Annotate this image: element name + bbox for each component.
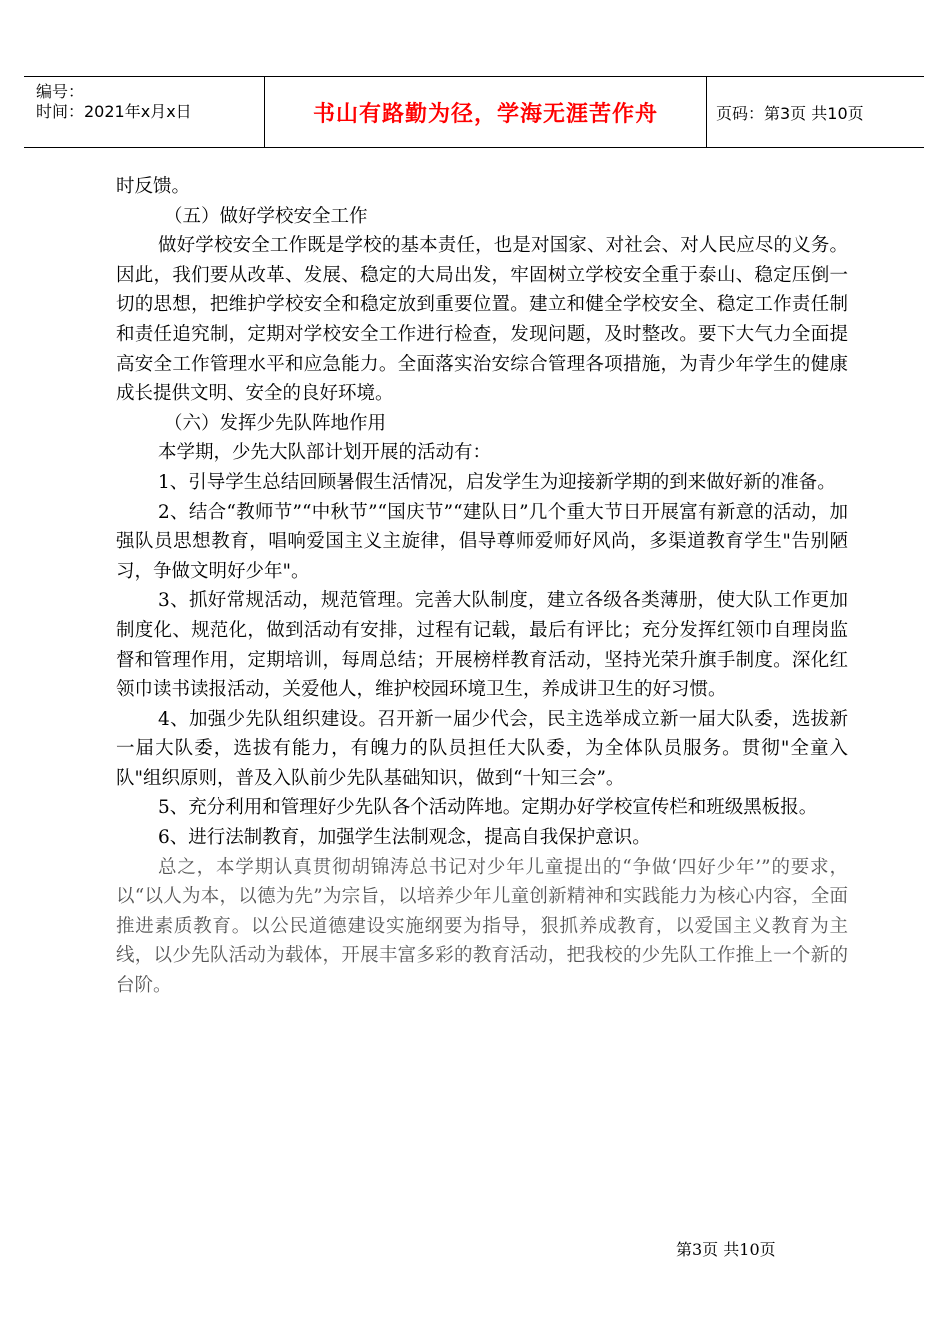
list-item-6: 6、进行法制教育，加强学生法制观念，提高自我保护意识。 xyxy=(158,827,651,849)
list-item-3: 3、抓好常规活动，规范管理。完善大队制度，建立各级各类薄册，使大队工作更加制度化、规范化，做到活动有安排，过程有记载，最后有评比；充分发挥红领巾自理岗监督和管理作用，定期培训，每周总结；开展榜样教育活动，坚持光荣升旗手制度。深化红领巾读书读报活动，关爱他人，维护校园环境卫生，养成讲卫生的好习惯。 xyxy=(116,590,848,701)
paragraph-continuation: 时反馈。 xyxy=(116,176,191,197)
document-number-label: 编号： xyxy=(36,82,85,101)
document-body xyxy=(116,172,848,1001)
list-item-4: 4、加强少先队组织建设。召开新一届少代会，民主选举成立新一届大队委，选拔新一届大队委，选拔有能力，有魄力的队员担任大队委，为全体队员服务。贯彻"全童入队"组织原则，普及入队前少先队基础知识，做到“十知三会”。 xyxy=(116,708,848,789)
paragraph-summary: 总之，本学期认真贯彻胡锦涛总书记对少年儿童提出的“争做‘四好少年’”的要求，以“以人为本，以德为先”为宗旨，以培养少年儿童创新精神和实践能力为核心内容，全面推进素质教育。以公民道德建设实施纲要为指导，狠抓养成教育，以爱国主义教育为主线，以少先队活动为载体，开展丰富多彩的教育活动，把我校的少先队工作推上一个新的台阶。 xyxy=(116,856,848,997)
header-motto-cell xyxy=(264,77,707,147)
motto: 书山有路勤为径，学海无涯苦作舟 xyxy=(312,101,658,127)
page-header xyxy=(24,76,924,148)
page-footer: 第3页 共10页 xyxy=(676,1240,776,1259)
page-info: 页码：第3页 共10页 xyxy=(716,103,864,123)
list-item-2: 2、结合“教师节”“中秋节”“国庆节”“建队日”几个重大节日开展富有新意的活动，加强队员思想教育，唱响爱国主义主旋律，倡导尊师爱师好风尚，多渠道教育学生"告别陋习，争做文明好少年"。 xyxy=(116,501,848,582)
header-meta xyxy=(24,77,264,147)
list-item-5: 5、充分利用和管理好少先队各个活动阵地。定期办好学校宣传栏和班级黑板报。 xyxy=(158,797,818,819)
section-heading-pioneers: （六）发挥少先队阵地作用 xyxy=(164,412,387,434)
document-time-label: 时间：2021年x月x日 xyxy=(36,102,192,121)
list-item-1: 1、引导学生总结回顾暑假生活情况，启发学生为迎接新学期的到来做好新的准备。 xyxy=(158,471,836,493)
header-page-cell xyxy=(706,77,924,147)
section-heading-safety: （五）做好学校安全工作 xyxy=(164,205,368,227)
paragraph-plan-intro: 本学期，少先大队部计划开展的活动有： xyxy=(158,442,492,464)
paragraph-safety: 做好学校安全工作既是学校的基本责任，也是对国家、对社会、对人民应尽的义务。因此，我们要从改革、发展、稳定的大局出发，牢固树立学校安全重于泰山、稳定压倒一切的思想，把维护学校安全和稳定放到重要位置。建立和健全学校安全、稳定工作责任制和责任追究制，定期对学校安全工作进行检查，发现问题，及时整改。要下大气力全面提高安全工作管理水平和应急能力。全面落实治安综合管理各项措施，为青少年学生的健康成长提供文明、安全的良好环境。 xyxy=(116,235,848,405)
